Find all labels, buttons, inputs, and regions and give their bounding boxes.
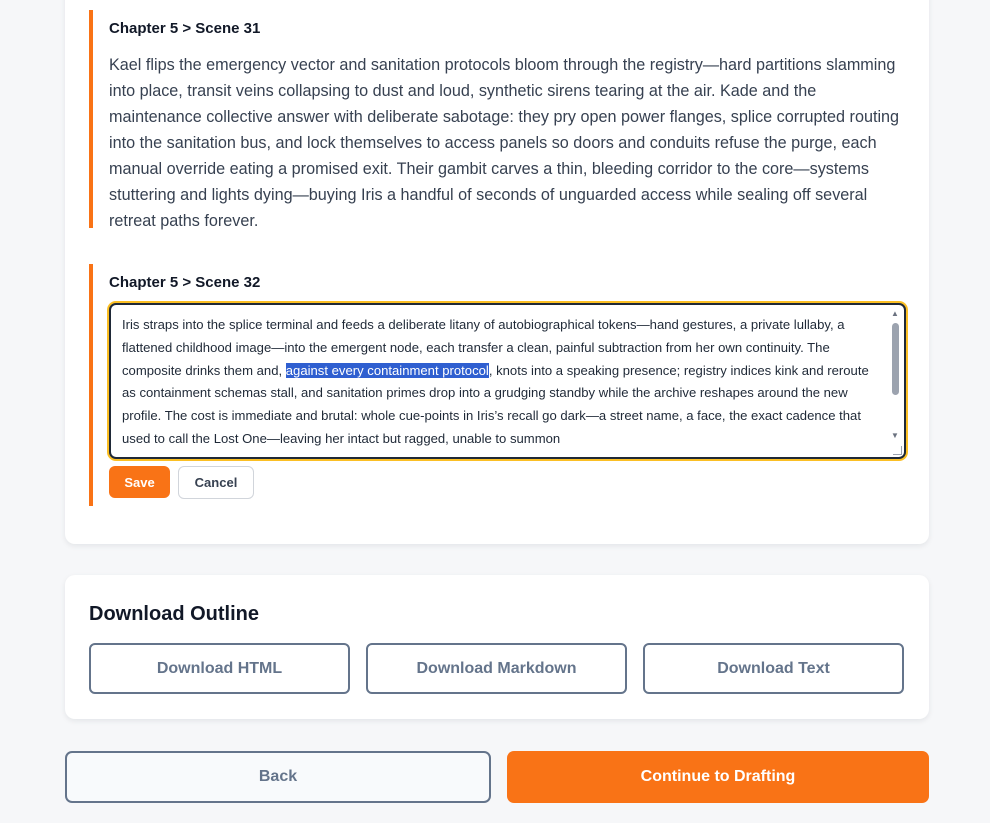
scene-title: Chapter 5 > Scene 31	[109, 20, 261, 37]
editor-actions	[109, 466, 254, 499]
scroll-up-arrow-icon[interactable]: ▲	[891, 309, 899, 318]
scroll-thumb[interactable]	[892, 323, 899, 395]
scene-text[interactable]: Kael flips the emergency vector and sanitation protocols bloom through the registry—hard partitions slamming into place, transit veins collapsing to dust and loud, synthetic sirens tearing at the air. Kade and the maintenance collective answer with deliberate sabotage: they pry open power flanges, splice corrupted routing into the sanitation bus, and lock themselves to access panels so doors and conduits refuse the purge, each manual override eating a promised exit. Their gambit carves a thin, bleeding corridor to the core—systems stuttering and lights dying—buying Iris a handful of seconds of unguarded access while sealing off several retreat paths forever.	[109, 56, 900, 230]
scene-31	[89, 10, 905, 228]
download-buttons	[89, 643, 904, 694]
save-button[interactable]: Save	[109, 466, 170, 498]
continue-to-drafting-button[interactable]: Continue to Drafting	[507, 751, 929, 803]
scene-title: Chapter 5 > Scene 32	[109, 274, 261, 291]
download-card	[65, 575, 929, 719]
selected-text: against every containment protocol	[285, 362, 489, 378]
cancel-button[interactable]: Cancel	[178, 466, 254, 499]
resize-grip-icon[interactable]	[893, 446, 902, 455]
back-button[interactable]: Back	[65, 751, 491, 803]
scenes-card	[65, 0, 929, 544]
editor-text-after: , knots into a speaking presence; registry indices kink and reroute as containment schemas stall, and sanitation primes drop into a grudging standby while the archive reshapes around the new profile. The cost is immediate and brutal: whole cue-points in Iris’s recall go dark—a street name, a face, the exact cadence that used to call the Lost One—leaving her intact but ragged, unable to summon	[122, 362, 869, 446]
scene-32	[89, 264, 905, 506]
download-markdown-button[interactable]: Download Markdown	[366, 643, 627, 694]
download-title: Download Outline	[89, 603, 259, 625]
editor-text-before: Iris straps into the splice terminal and feeds a deliberate litany of autobiographical tokens—hand gestures, a private lullaby, a flattened childhood image—into the emergent node, each transfer a clean, painful subtraction from her own continuity. The composite drinks them and,	[122, 317, 845, 378]
download-html-button[interactable]: Download HTML	[89, 643, 350, 694]
scroll-down-arrow-icon[interactable]: ▼	[891, 431, 899, 440]
download-text-button[interactable]: Download Text	[643, 643, 904, 694]
scene-editor-textarea[interactable]	[109, 303, 906, 459]
editor-text[interactable]	[122, 314, 874, 451]
editor-scrollbar[interactable]	[890, 309, 900, 441]
